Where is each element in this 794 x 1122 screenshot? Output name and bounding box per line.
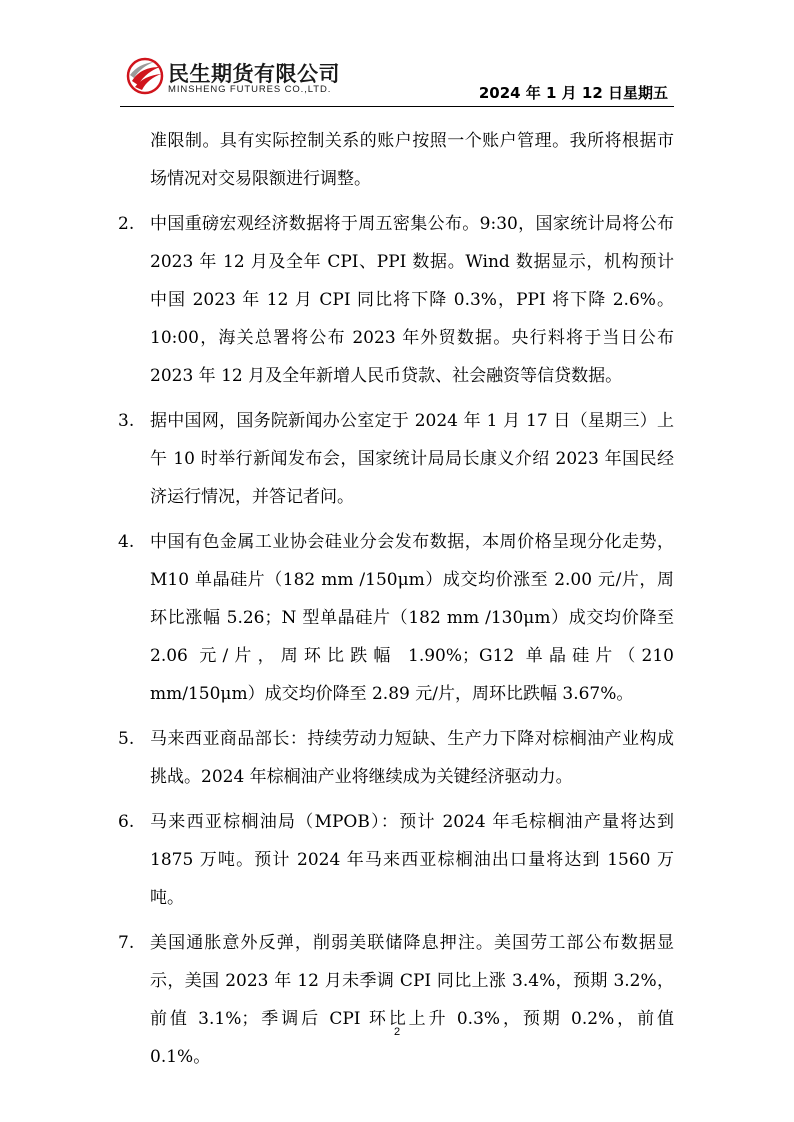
document-body: [118, 122, 674, 1076]
list-item-text: 中国有色金属工业协会硅业分会发布数据，本周价格呈现分化走势，M10 单晶硅片（182 mm /150μm）成交均价涨至 2.00 元/片，周环比涨幅 5.26；N 型单晶硅片（182 mm /130μm）成交均价降至 2.06 元/片，周环比跌幅 1.90%；G12 单晶硅片（210 mm/150μm）成交均价降至 2.89 元/片，周环比跌幅 3.67%。: [150, 532, 674, 704]
list-item-number: 7.: [118, 933, 135, 953]
company-logo: [126, 56, 366, 100]
list-item-text: 马来西亚商品部长：持续劳动力短缺、生产力下降对棕榈油产业构成挑战。2024 年棕榈油产业将继续成为关键经济驱动力。: [150, 729, 674, 787]
list-item-text: 中国重磅宏观经济数据将于周五密集公布。9:30，国家统计局将公布 2023 年 12 月及全年 CPI、PPI 数据。Wind 数据显示，机构预计中国 2023 年 12 月 CPI 同比将下降 0.3%，PPI 将下降 2.6%。10:00，海关总署将公布 2023 年外贸数据。央行料将于当日公布 2023 年 12 月及全年新增人民币贷款、社会融资等信贷数据。: [150, 214, 674, 386]
list-item-number: 6.: [118, 812, 135, 832]
list-item-number: 3.: [118, 411, 135, 431]
list-item: [118, 402, 674, 516]
continued-paragraph: 准限制。具有实际控制关系的账户按照一个账户管理。我所将根据市场情况对交易限额进行调整。: [150, 131, 674, 189]
logo-chinese-name: 民生期货有限公司: [168, 62, 340, 86]
list-item-text: 据中国网，国务院新闻办公室定于 2024 年 1 月 17 日（星期三）上午 10 时举行新闻发布会，国家统计局局长康义介绍 2023 年国民经济运行情况，并答记者问。: [150, 411, 674, 507]
list-item: [118, 803, 674, 917]
list-item-number: 5.: [118, 729, 135, 749]
logo-english-name: MINSHENG FUTURES CO.,LTD.: [168, 84, 332, 95]
list-item: [118, 720, 674, 796]
list-item-number: 2.: [118, 214, 135, 234]
list-item-text: 马来西亚棕榈油局（MPOB）：预计 2024 年毛棕榈油产量将达到 1875 万吨。预计 2024 年马来西亚棕榈油出口量将达到 1560 万吨。: [150, 812, 674, 908]
list-item-text: 美国通胀意外反弹，削弱美联储降息押注。美国劳工部公布数据显示，美国 2023 年 12 月未季调 CPI 同比上涨 3.4%，预期 3.2%，前值 3.1%；季调后 CPI 环比上升 0.3%，预期 0.2%，前值 0.1%。: [150, 933, 674, 1067]
list-item: [118, 523, 674, 713]
minsheng-logo-icon: [126, 57, 164, 95]
list-item: [118, 205, 674, 395]
page-header: [0, 0, 794, 115]
report-date: 2024 年 1 月 12 日星期五: [478, 84, 668, 102]
page-number: 2: [393, 1026, 401, 1038]
list-item-number: 4.: [118, 532, 135, 552]
list-item: [118, 924, 674, 1076]
header-divider: [120, 106, 674, 107]
